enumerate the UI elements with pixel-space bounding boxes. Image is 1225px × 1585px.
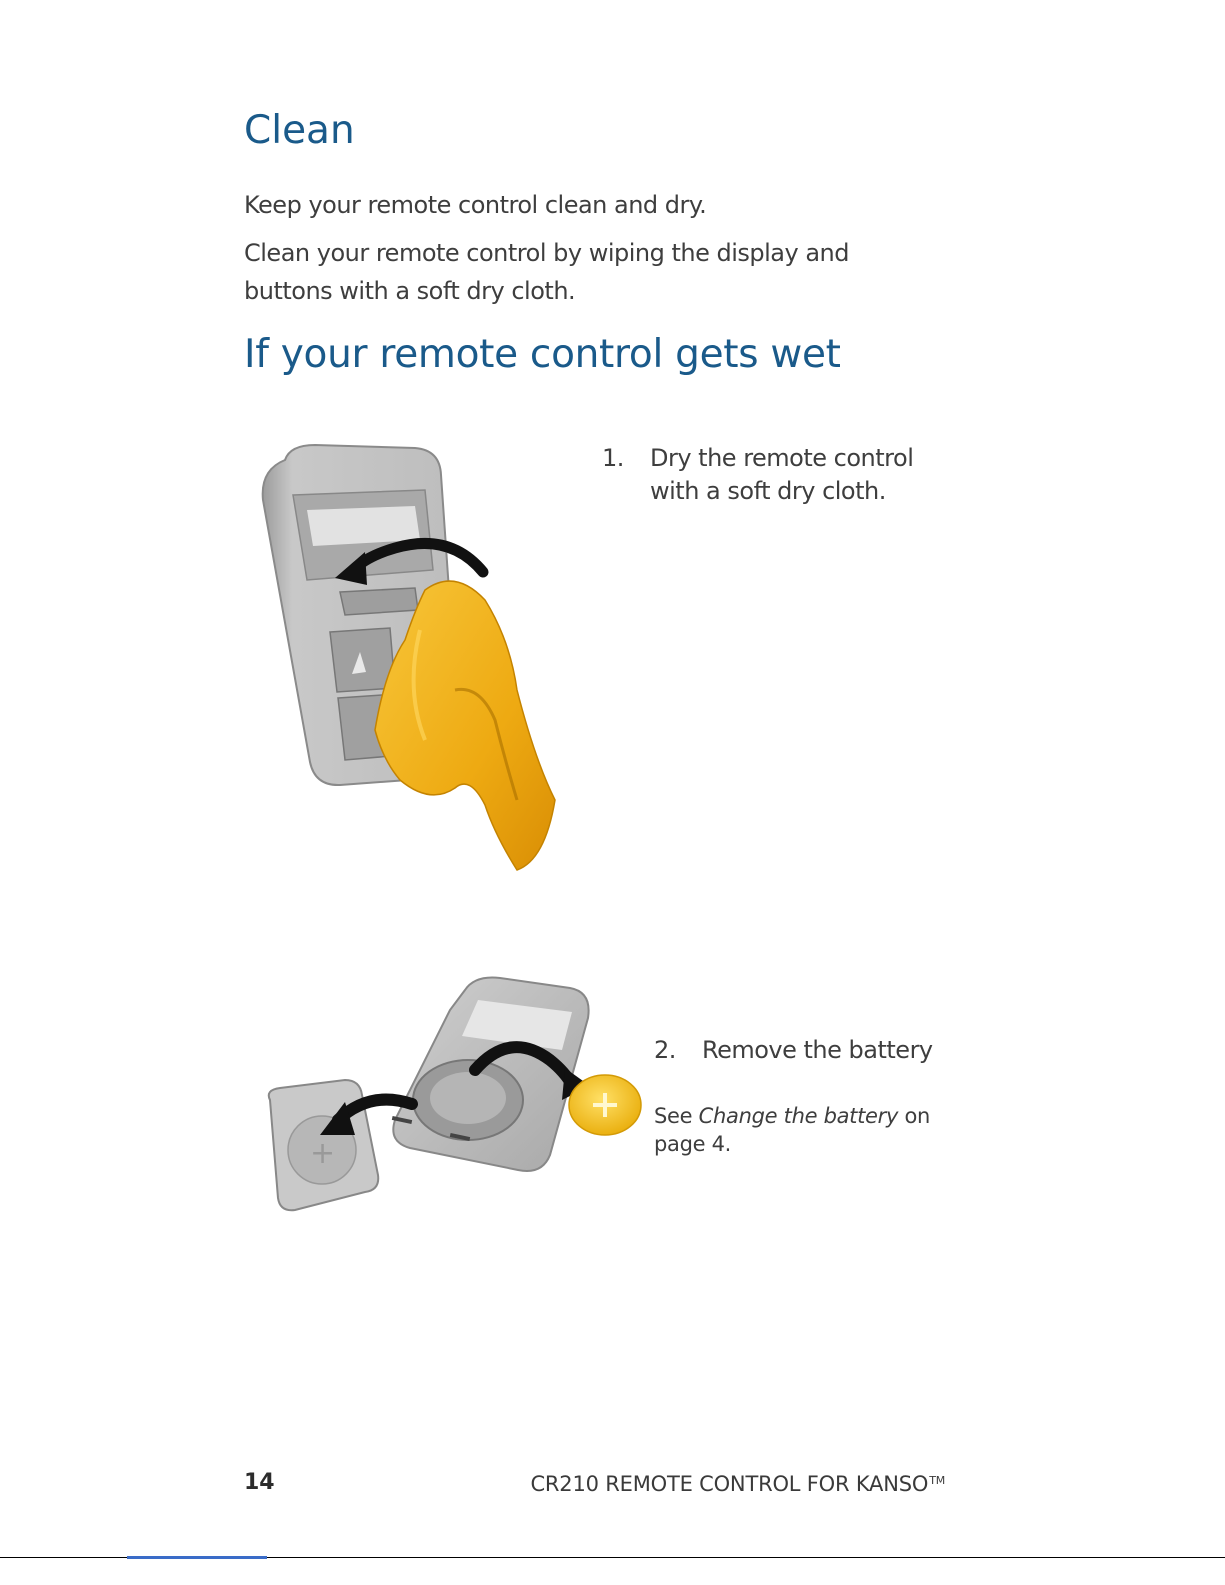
step-2 <box>654 1034 954 1074</box>
see-suffix: on page 4. <box>654 1104 931 1156</box>
footer-document-title <box>530 1472 945 1496</box>
step-2-text: Remove the battery <box>702 1036 933 1064</box>
footer-page-number: 14 <box>244 1470 275 1495</box>
clean-paragraph-2: Clean your remote control by wiping the display and buttons with a soft dry cloth. <box>244 239 849 305</box>
clean-paragraph-1: Keep your remote control clean and dry. <box>244 191 707 219</box>
step-1 <box>602 442 942 512</box>
step-1-number: 1. <box>602 444 624 472</box>
remove-battery-illustration <box>250 970 650 1220</box>
see-prefix: See <box>654 1104 699 1128</box>
remote-wipe-illustration <box>255 440 580 880</box>
section-heading-wet: If your remote control gets wet <box>244 332 841 377</box>
bottom-link-underline <box>127 1556 267 1559</box>
see-change-battery-note <box>654 1102 944 1158</box>
footer-title-text: CR210 REMOTE CONTROL FOR KANSO <box>530 1472 929 1496</box>
change-battery-link[interactable]: Change the battery <box>698 1104 899 1128</box>
section-heading-clean: Clean <box>244 108 355 153</box>
step-2-number: 2. <box>654 1036 676 1064</box>
step-1-text: Dry the remote control with a soft dry cloth. <box>650 444 914 505</box>
svg-text:+: + <box>310 1136 336 1171</box>
trademark-symbol: TM <box>929 1474 945 1487</box>
